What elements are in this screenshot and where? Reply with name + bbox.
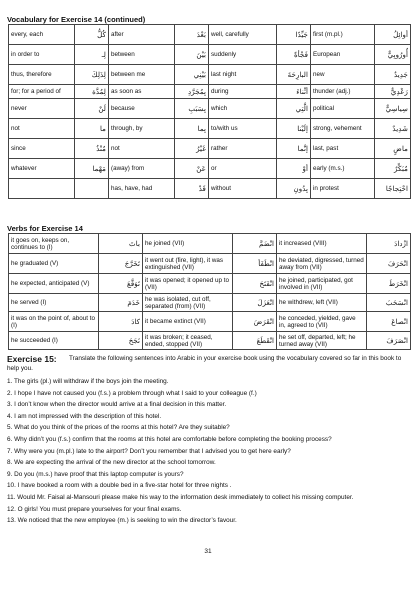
verb-english: he served (I) xyxy=(9,294,99,312)
sentence-list xyxy=(7,377,411,528)
vocab-arabic: أوْ xyxy=(277,159,311,179)
vocab-english: since xyxy=(9,139,75,159)
vocab-arabic: جَيِّدًا xyxy=(277,25,311,45)
verb-arabic: انْطَفَأ xyxy=(233,254,277,274)
vocab-table xyxy=(8,24,411,199)
vocab-arabic: البارِحَةَ xyxy=(277,65,311,85)
vocab-english: suddenly xyxy=(209,45,277,65)
vocab-arabic: بِما xyxy=(175,119,209,139)
vocab-english: new xyxy=(311,65,375,85)
verb-arabic: انْعَزَلَ xyxy=(233,294,277,312)
vocab-row xyxy=(9,179,411,199)
verb-english: he expected, anticipated (V) xyxy=(9,274,99,294)
vocab-english: for; for a period of xyxy=(9,85,75,99)
vocab-arabic: كُلُّ xyxy=(75,25,109,45)
vocab-row xyxy=(9,85,411,99)
sentence-item: 6. Why didn’t you (f.s.) confirm that the rooms at this hotel are comfortable before completing the booking process? xyxy=(7,435,332,443)
verb-english: he conceded, yielded, gave in, agreed to (VII) xyxy=(277,312,367,332)
vocab-arabic: مُبَكِّرٌ xyxy=(375,159,411,179)
vocab-arabic: بِدُونِ xyxy=(277,179,311,199)
vocab-arabic: لَنْ xyxy=(75,99,109,119)
sentence-item: 10. I have booked a room with a double bed in a five-star hotel for three nights . xyxy=(7,482,232,490)
vocab-arabic: رَعْدِيٌّ xyxy=(375,85,411,99)
verb-english: he withdrew, left (VII) xyxy=(277,294,367,312)
sentence-item: 8. We are expecting the arrival of the new director at the school tomorrow. xyxy=(7,459,216,467)
vocab-english: never xyxy=(9,99,75,119)
vocab-arabic: إنَّما xyxy=(277,139,311,159)
verb-arabic: انْقَرَضَ xyxy=(233,312,277,332)
vocab-english: well, carefully xyxy=(209,25,277,45)
vocab-arabic: ما xyxy=(75,119,109,139)
verb-arabic: انْصَرَفَ xyxy=(367,332,411,350)
verb-english: he graduated (V) xyxy=(9,254,99,274)
vocab-arabic: مَهْما xyxy=(75,159,109,179)
vocab-arabic: بَيْنِي xyxy=(175,65,209,85)
sentence-item: 1. The girls (pl.) will withdraw if the boys join the meeting. xyxy=(7,378,169,385)
exercise-title: Exercise 15: xyxy=(7,354,57,364)
verb-english: he set off, departed, left; he turned away (VII) xyxy=(277,332,367,350)
vocab-row xyxy=(9,119,411,139)
page-number: 31 xyxy=(204,548,212,555)
vocab-english: during xyxy=(209,85,277,99)
verb-arabic: انْصاعَ xyxy=(367,312,411,332)
sentence-item: 5. What do you think of the prices of the rooms at this hotel? Are they suitable? xyxy=(7,424,230,432)
vocab-english: between xyxy=(109,45,175,65)
vocab-arabic xyxy=(75,179,109,199)
vocab-english: European xyxy=(311,45,375,65)
exercise-intro: Translate the following sentences into Arabic in your exercise book using the vocabulary covered so far in this book to help you. xyxy=(7,355,402,372)
vocab-arabic: جَدِيدٌ xyxy=(375,65,411,85)
vocab-arabic: إلَيْنا xyxy=(277,119,311,139)
verb-row xyxy=(9,312,411,332)
vocab-row xyxy=(9,25,411,45)
verb-english: he joined (VII) xyxy=(143,234,233,254)
sentence-item: 4. I am not impressed with the description of this hotel. xyxy=(7,412,162,420)
vocab-arabic: بَعْدَ xyxy=(175,25,209,45)
verb-english: it goes on, keeps on, continues to (I) xyxy=(9,234,99,254)
vocab-row xyxy=(9,99,411,119)
verb-english: he was isolated, cut off, separated (from) (VII) xyxy=(143,294,233,312)
vocab-english: as soon as xyxy=(109,85,175,99)
verb-arabic: نَجَحَ xyxy=(99,332,143,350)
sentence-item: 7. Why were you (m.pl.) late to the airport? Don’t you remember that I advised you to get here early? xyxy=(7,447,291,455)
vocab-arabic: عَنْ xyxy=(175,159,209,179)
vocab-english: in protest xyxy=(311,179,375,199)
vocab-arabic: بِمُجَرَّدِ xyxy=(175,85,209,99)
verb-english: it was on the point of, about to (I) xyxy=(9,312,99,332)
sentence-item: 2. I hope I have not caused you (f.s.) a problem through what I said to your colleague (f.) xyxy=(7,389,257,397)
verb-row xyxy=(9,294,411,312)
vocab-english: rather xyxy=(209,139,277,159)
vocab-english: first (m.pl.) xyxy=(311,25,375,45)
vocab-arabic: لِـ xyxy=(75,45,109,65)
vocab-english: through, by xyxy=(109,119,175,139)
vocab-english: or xyxy=(209,159,277,179)
verb-arabic: ازْدادَ xyxy=(367,234,411,254)
vocab-arabic: الَّتِي xyxy=(277,99,311,119)
verb-arabic: انْحَرَفَ xyxy=(367,254,411,274)
vocab-row xyxy=(9,45,411,65)
verb-row xyxy=(9,332,411,350)
vocab-arabic: احْتِجاجًا xyxy=(375,179,411,199)
vocab-arabic: قَدْ xyxy=(175,179,209,199)
sentence-item: 11. Would Mr. Faisal al-Mansouri please make his way to the information desk immediately to collect his missing computer. xyxy=(7,493,354,501)
vocab-arabic: بِسَبَبِ xyxy=(175,99,209,119)
vocab-english: in order to xyxy=(9,45,75,65)
vocab-english: has, have, had xyxy=(109,179,175,199)
vocab-english: thus, therefore xyxy=(9,65,75,85)
vocab-english: political xyxy=(311,99,375,119)
verbs-table xyxy=(8,233,411,350)
verb-english: it went out (fire, light), it was extinguished (VII) xyxy=(143,254,233,274)
vocab-english: (away) from xyxy=(109,159,175,179)
verb-arabic: انْضَمَّ xyxy=(233,234,277,254)
vocab-english: strong, vehement xyxy=(311,119,375,139)
vocab-english: thunder (adj.) xyxy=(311,85,375,99)
vocab-arabic: شَدِيدٌ xyxy=(375,119,411,139)
verbs-heading: Verbs for Exercise 14 xyxy=(7,224,83,233)
vocab-heading: Vocabulary for Exercise 14 (continued) xyxy=(7,15,146,24)
verb-english: he deviated, digressed, turned away from (VII) xyxy=(277,254,367,274)
sentence-item: 12. O girls! You must prepare yourselves for your final exams. xyxy=(7,505,182,513)
verb-row xyxy=(9,274,411,294)
vocab-english: every, each xyxy=(9,25,75,45)
verb-row xyxy=(9,254,411,274)
verb-arabic: خَدَمَ xyxy=(99,294,143,312)
vocab-english: between me xyxy=(109,65,175,85)
vocab-english: to/with us xyxy=(209,119,277,139)
verb-english: it became extinct (VII) xyxy=(143,312,233,332)
vocab-english: early (m.s.) xyxy=(311,159,375,179)
verb-arabic: انْخَرَطَ xyxy=(367,274,411,294)
sentence-item: 3. I don’t know when the director would arrive at a final decision in this matter. xyxy=(7,401,227,409)
vocab-english: which xyxy=(209,99,277,119)
verb-arabic: كادَ xyxy=(99,312,143,332)
vocab-arabic: غَيْرُ xyxy=(175,139,209,159)
verb-arabic: تَوَقَّعَ xyxy=(99,274,143,294)
vocab-row xyxy=(9,159,411,179)
verb-english: it was opened; it opened up to (VII) xyxy=(143,274,233,294)
vocab-english: whatever xyxy=(9,159,75,179)
vocab-arabic: أوائِلُ xyxy=(375,25,411,45)
vocab-arabic: ماضٍ xyxy=(375,139,411,159)
vocab-english: after xyxy=(109,25,175,45)
verb-english: he succeeded (I) xyxy=(9,332,99,350)
vocab-english: last night xyxy=(209,65,277,85)
vocab-arabic: مُنْذُ xyxy=(75,139,109,159)
vocab-english: because xyxy=(109,99,175,119)
verb-arabic: انْفَتَحَ xyxy=(233,274,277,294)
vocab-english: not xyxy=(9,119,75,139)
verb-row xyxy=(9,234,411,254)
vocab-arabic: لِذَلِكَ xyxy=(75,65,109,85)
verb-english: it increased (VIII) xyxy=(277,234,367,254)
verb-arabic: انْقَطَعَ xyxy=(233,332,277,350)
verb-english: he joined, participated, got involved in (VII) xyxy=(277,274,367,294)
vocab-arabic: فَجْأةً xyxy=(277,45,311,65)
verb-arabic: تَخَرَّجَ xyxy=(99,254,143,274)
vocab-english: not xyxy=(109,139,175,159)
vocab-english: last, past xyxy=(311,139,375,159)
verb-english: it was broken; it ceased, ended, stopped (VII) xyxy=(143,332,233,350)
verb-arabic: باتَ xyxy=(99,234,143,254)
vocab-arabic: أثْناءَ xyxy=(277,85,311,99)
vocab-row xyxy=(9,65,411,85)
vocab-row xyxy=(9,139,411,159)
vocab-english xyxy=(9,179,75,199)
vocab-arabic: لِمُدَّة xyxy=(75,85,109,99)
sentence-item: 9. Do you (m.s.) have proof that this laptop computer is yours? xyxy=(7,470,184,478)
vocab-arabic: سِياسِيٌّ xyxy=(375,99,411,119)
sentence-item: 13. We noticed that the new employee (m.) is seeking to win the director’s favour. xyxy=(7,517,237,525)
vocab-arabic: أُورُوبِيٌّ xyxy=(375,45,411,65)
vocab-arabic: بَيْنَ xyxy=(175,45,209,65)
vocab-english: without xyxy=(209,179,277,199)
verb-arabic: انْسَحَبَ xyxy=(367,294,411,312)
